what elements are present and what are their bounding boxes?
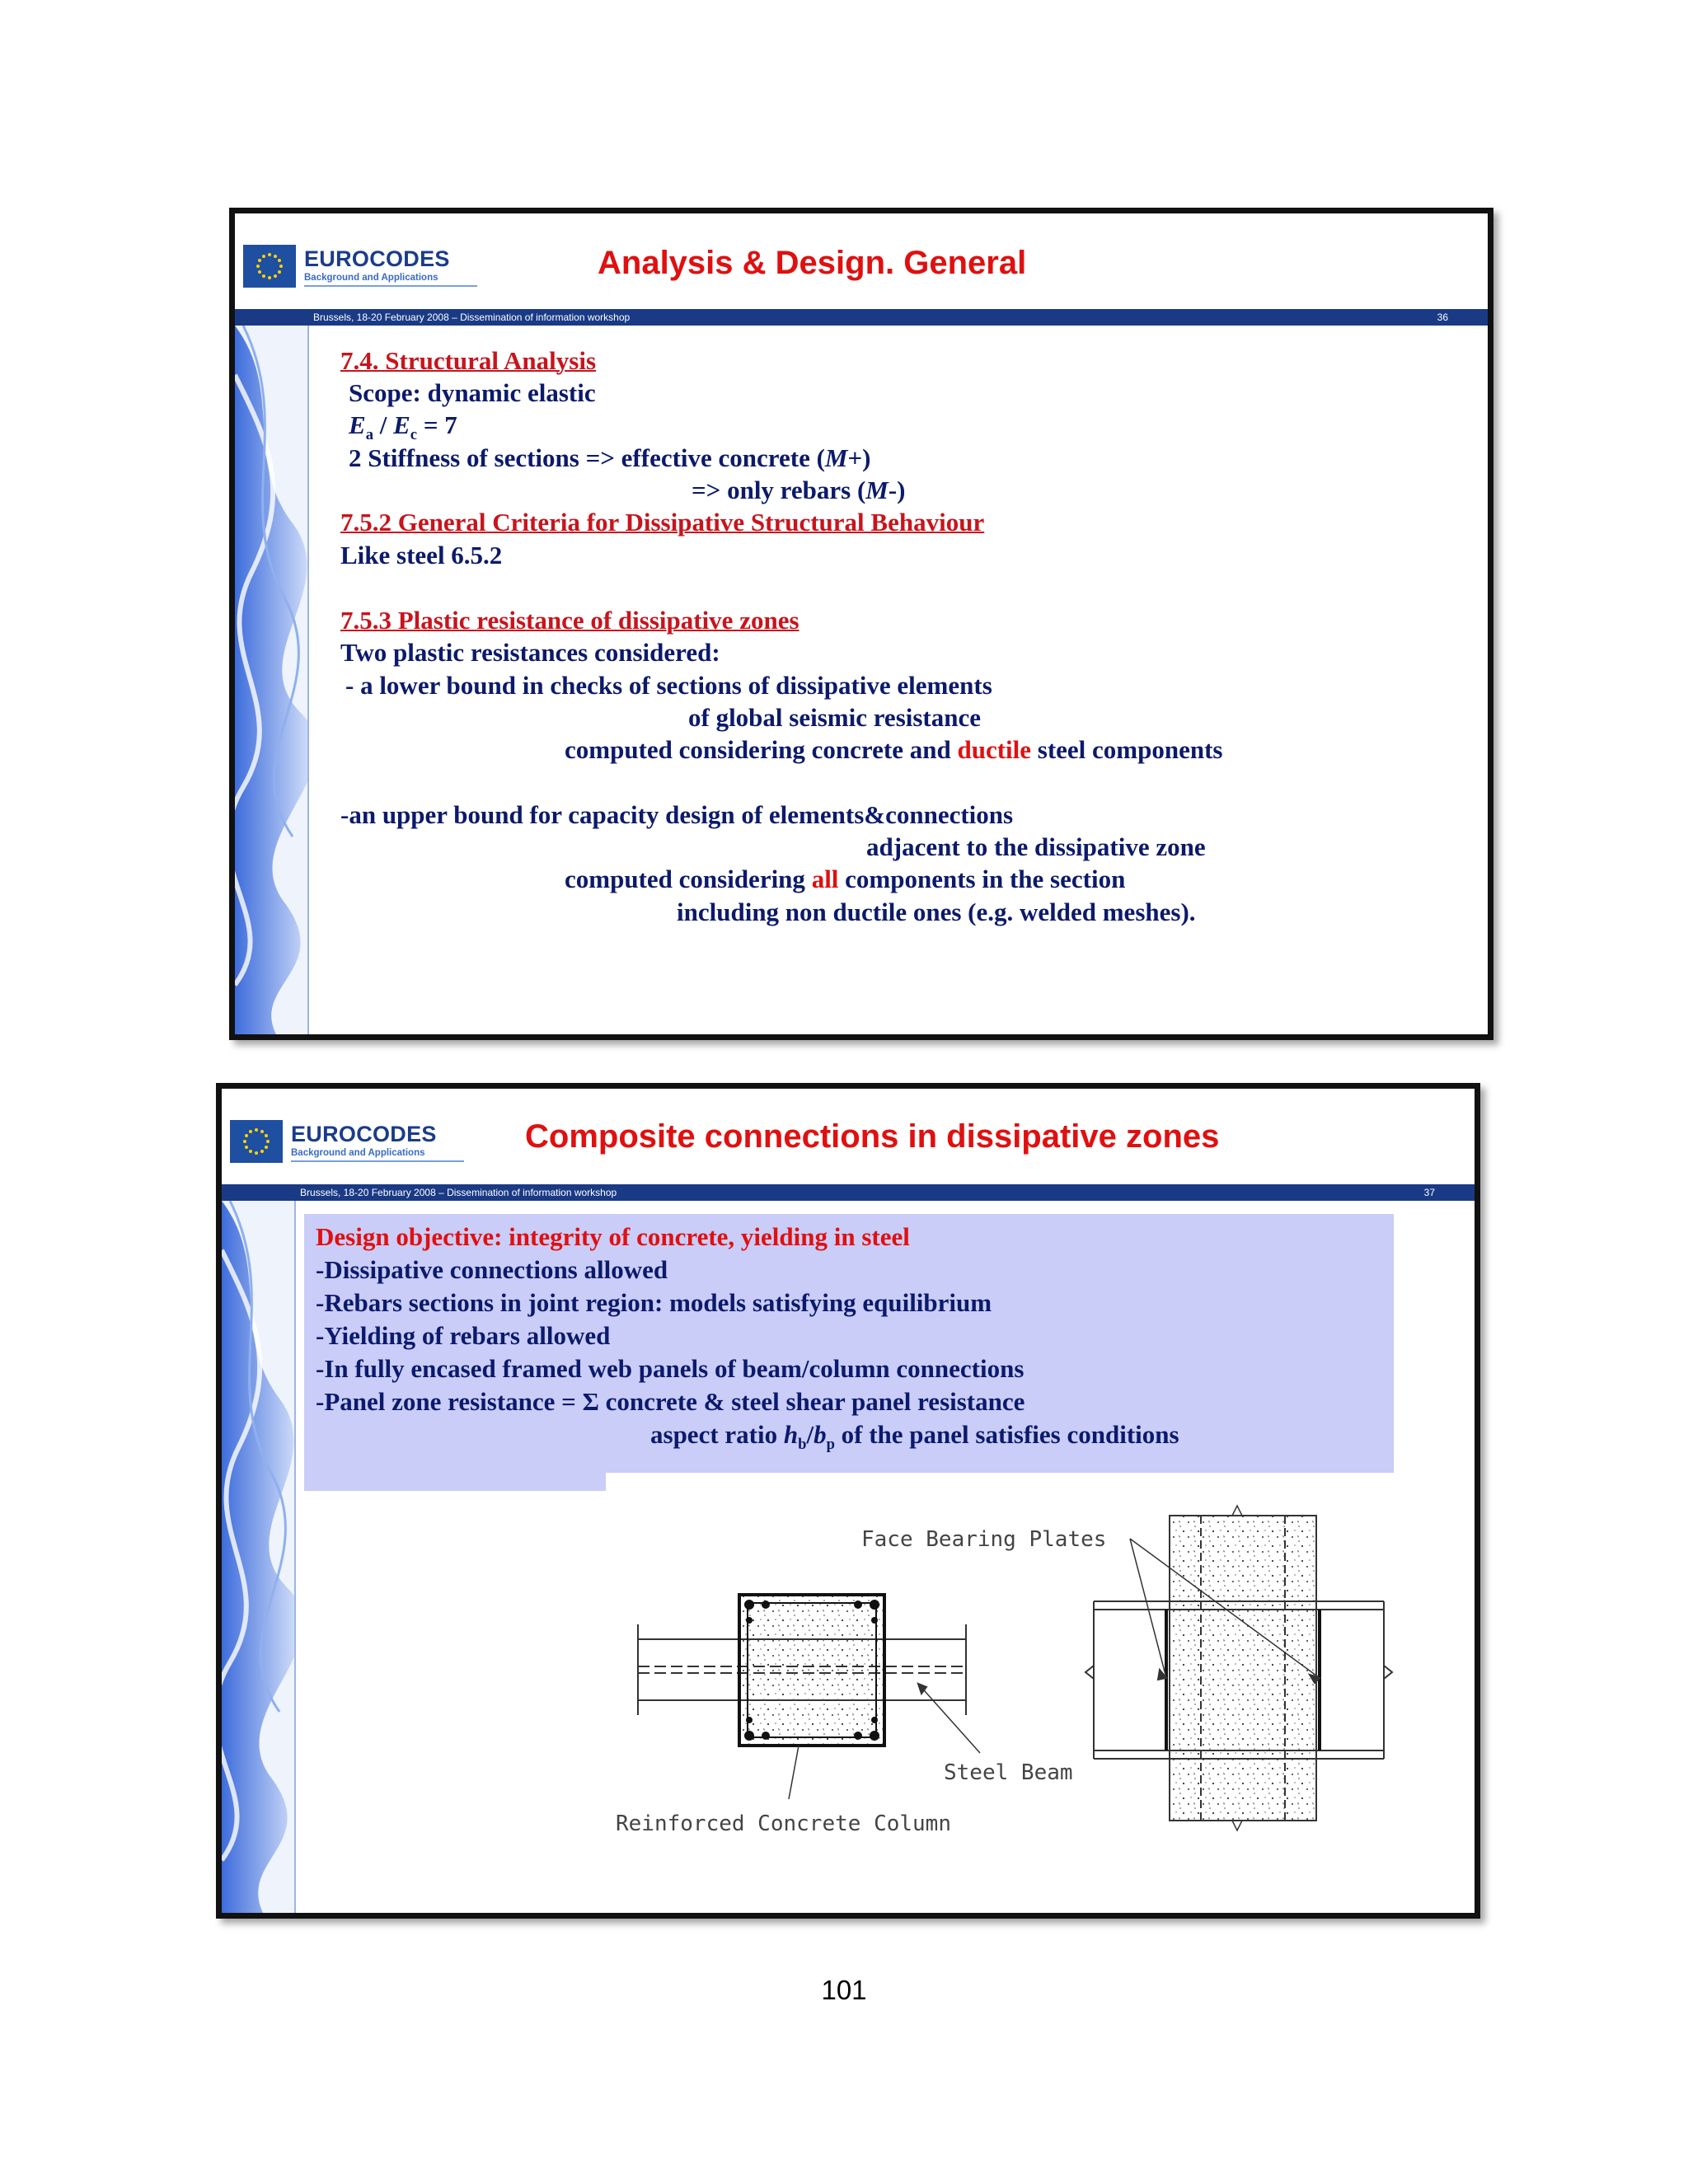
ratio-sub-a: a: [365, 426, 373, 444]
rebars-sign: -): [888, 476, 906, 504]
rebars-line: [692, 476, 906, 505]
ratio-h: h: [783, 1420, 799, 1449]
connection-drawing: [222, 1089, 1475, 1913]
slide-body: [235, 213, 1488, 1034]
section-7-5-2-heading: 7.5.2 General Criteria for Dissipative Structural Behaviour: [340, 508, 985, 537]
stiffness-text: 2 Stiffness of sections => effective concrete (: [349, 443, 825, 472]
ratio-value: = 7: [417, 410, 457, 439]
aspect-text-end: of the panel satisfies conditions: [834, 1420, 1179, 1449]
ratio-e1: E: [349, 410, 366, 439]
computed1-text-b: steel components: [1031, 735, 1223, 764]
slide-analysis-design: [229, 208, 1493, 1040]
global-line: of global seismic resistance: [688, 703, 982, 732]
bullet-dissipative-connections: -Dissipative connections allowed: [316, 1255, 668, 1284]
stiffness-sign: +): [847, 443, 871, 472]
brand-name: EUROCODES: [304, 246, 450, 271]
all-word: all: [811, 865, 839, 893]
two-plastic-line: Two plastic resistances considered:: [340, 638, 720, 667]
slide-number: 36: [1437, 312, 1448, 323]
bullet-fully-encased: -In fully encased framed web panels of beam/column connections: [316, 1354, 1025, 1383]
slide-title: Analysis & Design. General: [598, 245, 1027, 281]
footer-text: Brussels, 18-20 February 2008 – Dissemination of information workshop: [300, 1187, 617, 1198]
ratio-h-sub: b: [798, 1436, 807, 1454]
bullet-yielding-rebars: -Yielding of rebars allowed: [316, 1321, 611, 1350]
slide-title: Composite connections in dissipative zones: [525, 1118, 1220, 1155]
ratio-b-sub: p: [826, 1436, 835, 1454]
ratio-slash: /: [806, 1420, 814, 1449]
computed2-text-b: components in the section: [838, 865, 1126, 893]
bullet-panel-zone: -Panel zone resistance = Σ concrete & steel shear panel resistance: [316, 1387, 1025, 1416]
slide-composite-connections: [216, 1083, 1480, 1919]
adjacent-line: adjacent to the dissipative zone: [866, 832, 1206, 861]
brand-subtitle: Background and Applications: [304, 273, 438, 283]
rebars-text: => only rebars (: [692, 476, 866, 504]
including-line: including non ductile ones (e.g. welded meshes).: [677, 898, 1196, 926]
section-7-4-heading: 7.4. Structural Analysis: [340, 346, 597, 375]
column-section-view: [638, 1595, 980, 1799]
aspect-text: aspect ratio: [650, 1420, 784, 1449]
label-face-bearing-plates: Face Bearing Plates: [861, 1527, 1107, 1552]
modular-ratio-line: [349, 410, 457, 444]
stiffness-line: [349, 443, 871, 473]
page-number: 101: [821, 1975, 867, 2005]
ratio-b: b: [814, 1420, 827, 1449]
computed-all-line: [565, 865, 1125, 894]
rebars-m: M: [865, 476, 889, 504]
like-steel-line: Like steel 6.5.2: [340, 541, 503, 569]
ratio-sub-c: c: [410, 426, 418, 444]
computed2-text-a: computed considering: [565, 865, 812, 893]
bullet-rebars-sections: -Rebars sections in joint region: models satisfying equilibrium: [316, 1288, 992, 1317]
computed1-text-a: computed considering concrete and: [565, 735, 958, 764]
design-objective-line: Design objective: integrity of concrete, yielding in steel: [316, 1222, 910, 1251]
section-7-5-3-heading: 7.5.3 Plastic resistance of dissipative zones: [340, 606, 799, 635]
slide-body: [222, 1089, 1475, 1913]
lower-bound-line: - a lower bound in checks of sections of dissipative elements: [345, 671, 992, 700]
brand-subtitle: Background and Applications: [291, 1148, 425, 1158]
label-steel-beam: Steel Beam: [944, 1760, 1073, 1785]
ductile-word: ductile: [957, 735, 1032, 764]
slide-number: 37: [1423, 1187, 1435, 1198]
brand-name: EUROCODES: [291, 1122, 437, 1146]
column-elevation-view: [1085, 1506, 1392, 1830]
computed-ductile-line: [565, 735, 1223, 765]
ratio-slash: /: [373, 410, 394, 439]
ratio-e2: E: [393, 410, 410, 439]
stiffness-m: M: [824, 443, 848, 472]
footer-text: Brussels, 18-20 February 2008 – Dissemination of information workshop: [313, 312, 631, 323]
upper-bound-line: -an upper bound for capacity design of elements&connections: [340, 800, 1014, 829]
label-rc-column: Reinforced Concrete Column: [616, 1811, 951, 1836]
scope-line: Scope: dynamic elastic: [349, 378, 596, 407]
